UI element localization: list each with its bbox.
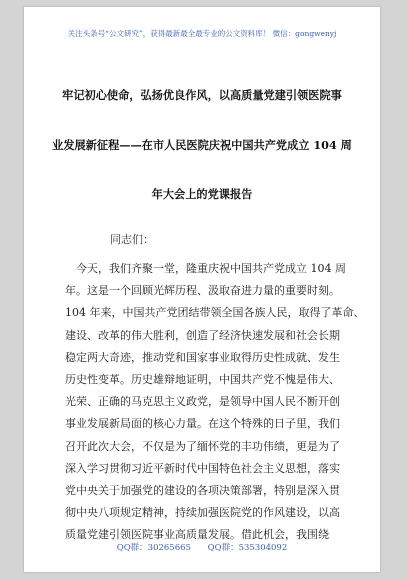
body-line: 104 年来，中国共产党团结带领全国各族人民，取得了革命、 — [65, 306, 365, 320]
document-page — [24, 7, 380, 572]
footer-qq-group-1: QQ群：30265665 — [116, 543, 191, 553]
body-line: 党中央关于加强党的建设的各项决策部署，特别是深入贯 — [65, 483, 340, 497]
body-line: 建设、改革的伟大胜利，创造了经济快速发展和社会长期 — [65, 328, 340, 342]
body-line: 彻中央八项规定精神，持续加强医院党的作风建设，以高 — [65, 506, 340, 520]
title-line-2: 业发展新征程——在市人民医院庆祝中国共产党成立 104 周 — [52, 138, 352, 152]
title-line-3: 年大会上的党课报告 — [151, 187, 253, 201]
body-line: 年。这是一个回顾光辉历程、汲取奋进力量的重要时刻。 — [65, 284, 340, 298]
body-line: 召开此次大会，不仅是为了缅怀党的丰功伟绩，更是为了 — [65, 439, 340, 453]
salutation: 同志们： — [110, 233, 154, 246]
body-line: 光荣、正确的马克思主义政党，是领导中国人民不断开创 — [65, 395, 340, 409]
body-line: 质量党建引领医院事业高质量发展。借此机会，我围绕 — [65, 528, 329, 542]
header-watermark: 关注头条号“公文研究”，获得最新最全最专业的公文资料库！ 微信：gongwenyj — [67, 29, 337, 38]
body-line: 稳定两大奇迹，推动党和国家事业取得历史性成就、发生 — [65, 350, 340, 364]
body-paragraph — [65, 261, 377, 549]
body-line: 深入学习贯彻习近平新时代中国特色社会主义思想，落实 — [65, 461, 340, 475]
footer-contact — [24, 541, 380, 553]
title-line-1: 牢记初心使命，弘扬优良作风，以高质量党建引领医院事 — [62, 88, 342, 102]
body-line: 事业发展新局面的核心力量。在这个特殊的日子里，我们 — [65, 417, 340, 431]
body-line: 今天，我们齐聚一堂，隆重庆祝中国共产党成立 104 周 — [65, 262, 346, 275]
footer-qq-group-2: QQ群：535304092 — [207, 543, 288, 553]
body-line: 历史性变革。历史雄辩地证明，中国共产党不愧是伟大、 — [65, 372, 340, 386]
